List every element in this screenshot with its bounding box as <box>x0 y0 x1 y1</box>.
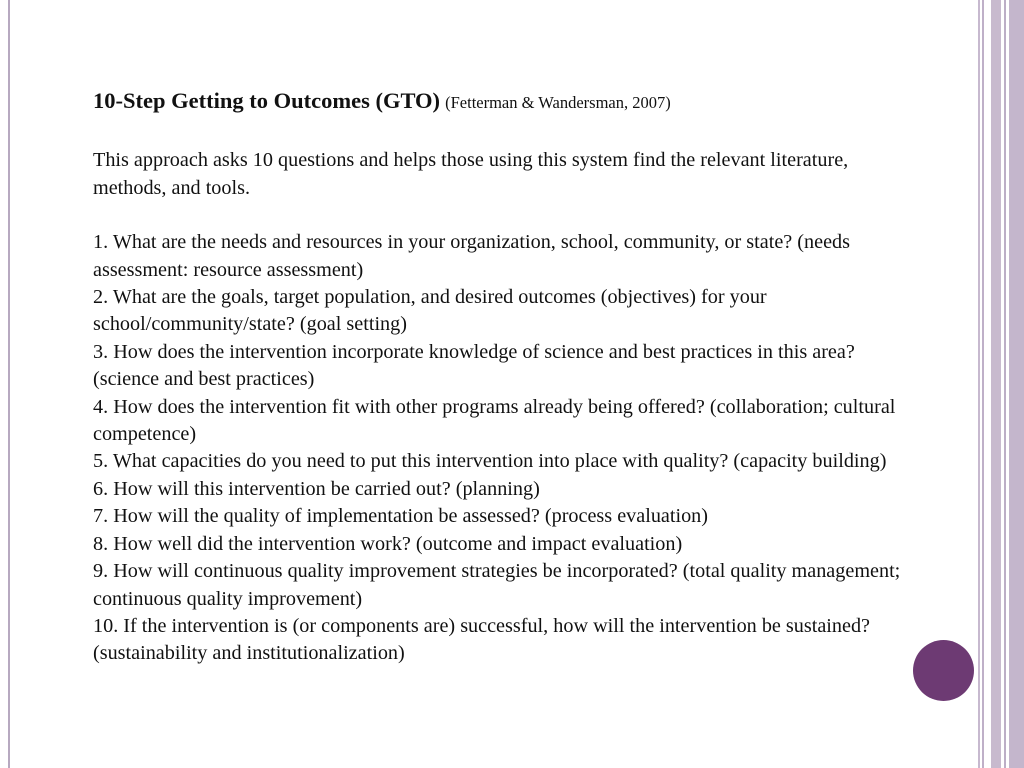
border-band <box>982 0 984 768</box>
border-band <box>1004 0 1006 768</box>
step-item: 1. What are the needs and resources in your organization, school, community, or state? (needs assessment: resource assessment) <box>93 231 850 281</box>
steps-list <box>93 229 923 668</box>
slide-content <box>93 87 923 668</box>
right-decorative-bands <box>978 0 1024 768</box>
border-band <box>1009 0 1024 768</box>
left-border-line <box>8 0 10 768</box>
step-item: 7. How will the quality of implementation be assessed? (process evaluation) <box>93 505 708 528</box>
step-item: 8. How well did the intervention work? (outcome and impact evaluation) <box>93 532 683 555</box>
step-item: 2. What are the goals, target population, and desired outcomes (objectives) for your school/community/state? (goal setting) <box>93 286 767 336</box>
step-item: 3. How does the intervention incorporate knowledge of science and best practices in this area? (science and best practices) <box>93 340 855 391</box>
border-band <box>991 0 1001 768</box>
decorative-circle <box>913 640 974 701</box>
intro-paragraph: This approach asks 10 questions and helps those using this system find the relevant literature, methods, and tools. <box>93 149 849 199</box>
step-item: 10. If the intervention is (or components are) successful, how will the intervention be sustained? (sustainability and institutionalization) <box>93 614 871 665</box>
slide-title <box>93 87 923 116</box>
border-band <box>978 0 980 768</box>
step-item: 9. How will continuous quality improvement strategies be incorporated? (total quality management; continuous quality improvement) <box>93 560 901 610</box>
step-item: 4. How does the intervention fit with other programs already being offered? (collaboration; cultural competence) <box>93 395 896 446</box>
title-citation: (Fetterman & Wandersman, 2007) <box>445 93 671 112</box>
title-text: 10-Step Getting to Outcomes (GTO) <box>93 88 441 113</box>
step-item: 6. How will this intervention be carried out? (planning) <box>93 477 540 500</box>
step-item: 5. What capacities do you need to put this intervention into place with quality? (capacity building) <box>93 450 887 473</box>
